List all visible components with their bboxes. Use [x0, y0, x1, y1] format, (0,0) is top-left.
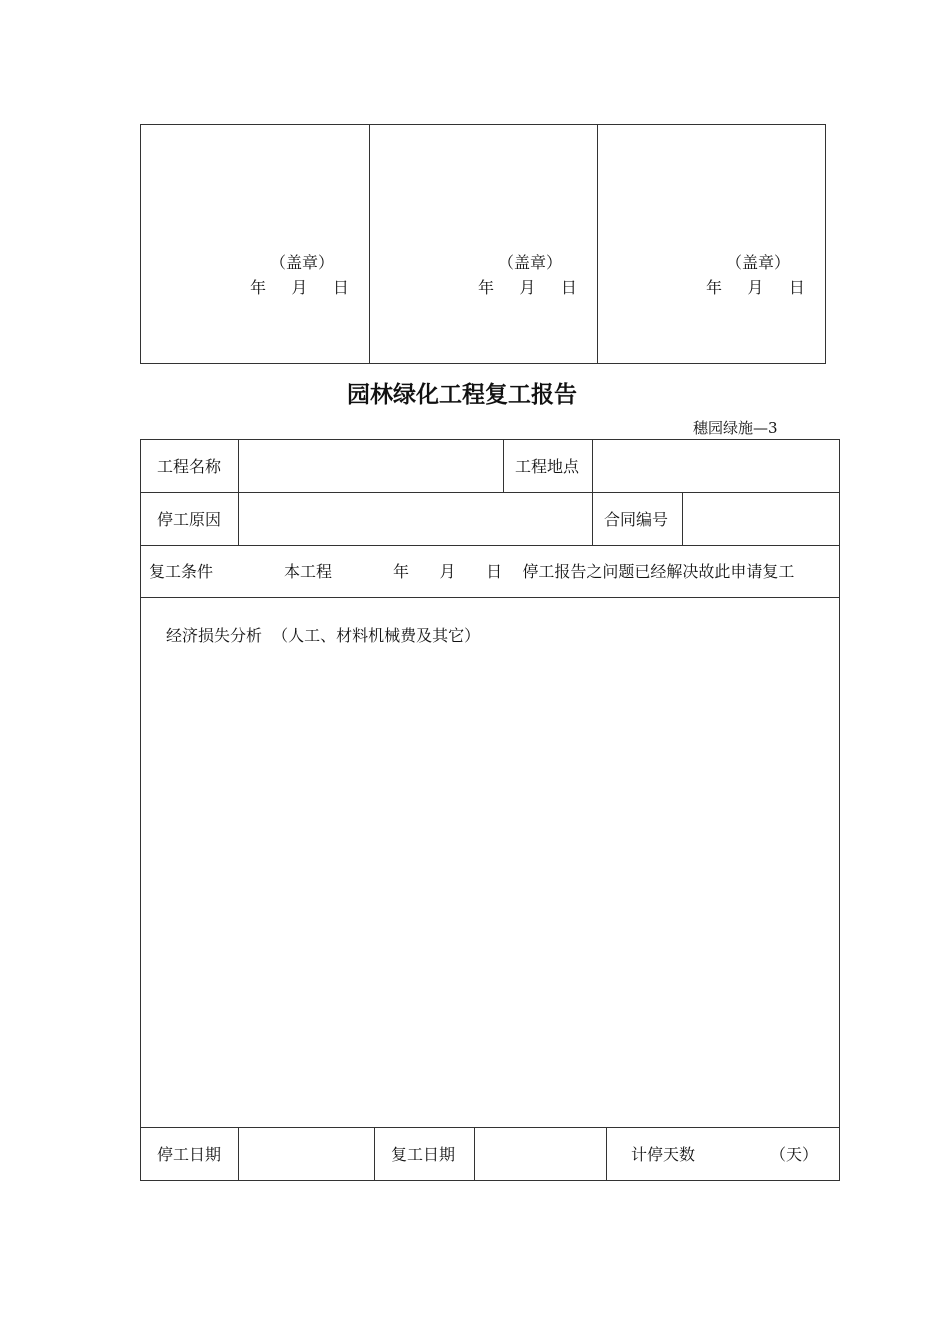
loss-analysis-label: 经济损失分析 （人工、材料机械费及其它） [166, 626, 481, 645]
seal-label: （盖章） [498, 253, 563, 272]
table-divider [369, 124, 370, 364]
cell-divider [606, 1127, 607, 1181]
table-border-top [140, 124, 826, 125]
days-unit: （天） [770, 1145, 819, 1164]
form-code: 穗园绿施—3 [693, 419, 778, 437]
project-name-label: 工程名称 [157, 457, 222, 476]
stop-reason-label: 停工原因 [157, 510, 222, 529]
date-label: 年 月 日 [706, 278, 805, 297]
project-location-label: 工程地点 [515, 457, 580, 476]
form-border-right [839, 439, 840, 1181]
stop-date-field[interactable] [239, 1128, 374, 1180]
resume-date-label: 复工日期 [391, 1145, 456, 1164]
resume-condition-label: 复工条件 [149, 562, 214, 581]
loss-analysis-area[interactable] [141, 598, 839, 1127]
contract-no-field[interactable] [683, 493, 839, 545]
seal-label: （盖章） [270, 253, 335, 272]
days-label: 计停天数 [631, 1145, 696, 1164]
form-border-bottom [140, 1180, 840, 1181]
resume-condition-text[interactable]: 本工程 年 月 日 停工报告之问题已经解决故此申请复工 [284, 562, 795, 581]
table-border-bottom [140, 363, 826, 364]
table-divider [597, 124, 598, 364]
stop-reason-field[interactable] [239, 493, 592, 545]
row-divider [140, 545, 840, 546]
cell-divider [503, 439, 504, 493]
table-border-left [140, 124, 141, 364]
stop-date-label: 停工日期 [157, 1145, 222, 1164]
page-title: 园林绿化工程复工报告 [347, 382, 577, 408]
cell-divider [592, 492, 593, 546]
project-location-field[interactable] [593, 440, 839, 492]
cell-divider [374, 1127, 375, 1181]
contract-no-label: 合同编号 [604, 510, 669, 529]
seal-label: （盖章） [726, 253, 791, 272]
resume-date-field[interactable] [475, 1128, 606, 1180]
date-label: 年 月 日 [478, 278, 577, 297]
date-label: 年 月 日 [250, 278, 349, 297]
project-name-field[interactable] [239, 440, 503, 492]
table-border-right [825, 124, 826, 364]
